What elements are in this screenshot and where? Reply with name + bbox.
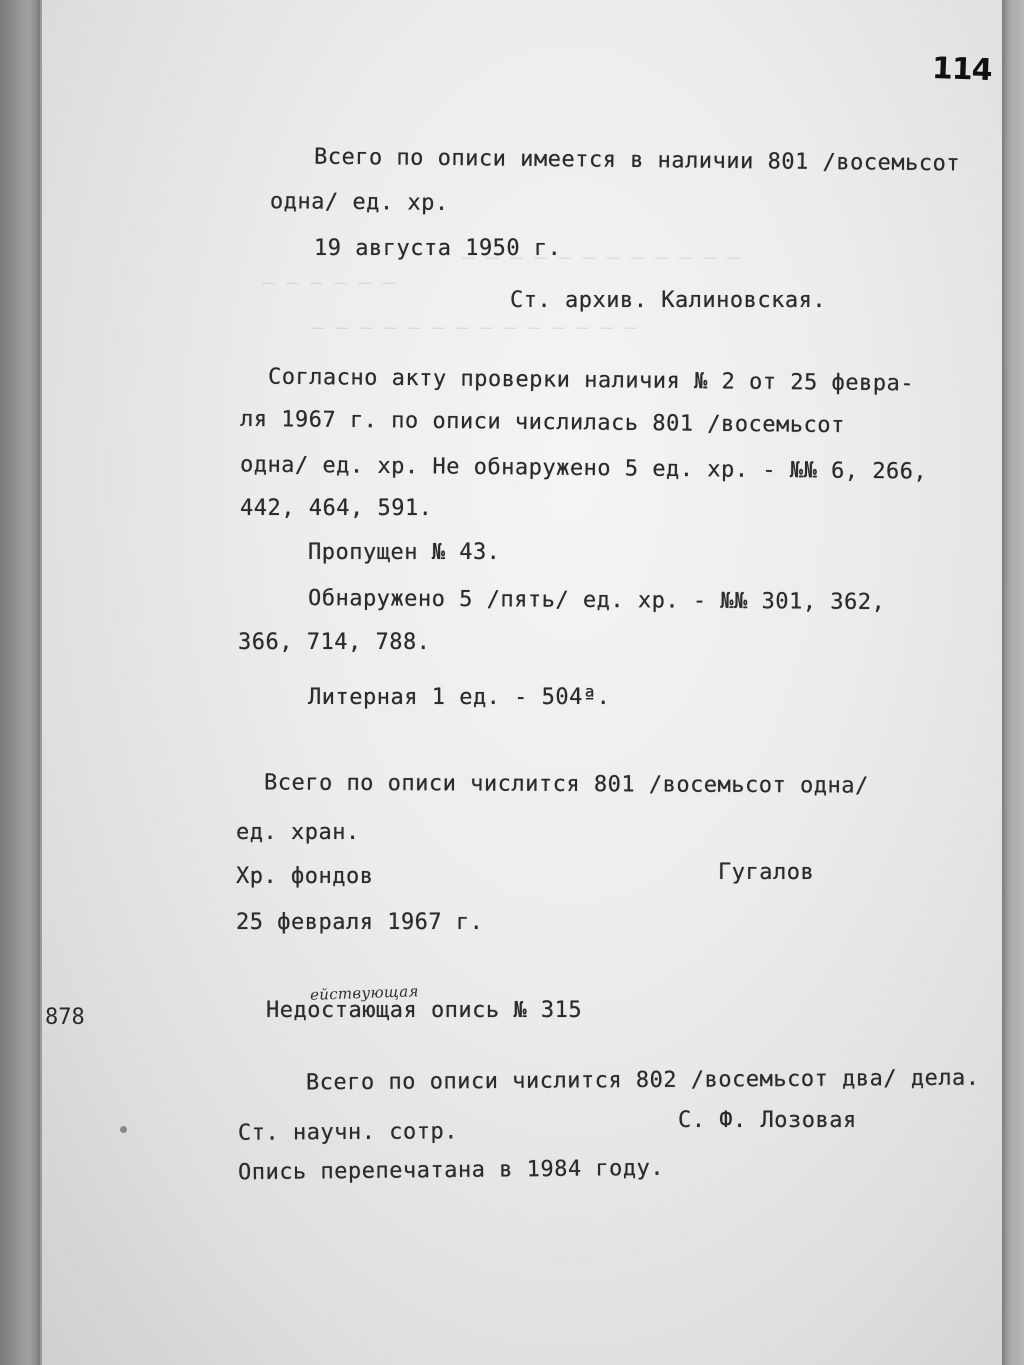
text-line: Пропущен № 43. [308,540,501,565]
bleed-through-mark: — — — — — — [262,270,395,294]
date-line: 19 августа 1950 г. [314,236,562,261]
paper-speck [120,1126,127,1133]
text-line: ед. хран. [236,820,360,845]
signature-line: Гугалов [718,860,815,885]
text-line: Всего по описи числится 801 /восемьсот одна/ [263,770,869,799]
signature-line: С. Ф. Лозовая [678,1108,857,1133]
text-line: Обнаружено 5 /пять/ ед. хр. - №№ 301, 362, [307,585,886,616]
text-line: Всего по описи числится 802 /восемьсот два/ дела. [305,1065,980,1096]
text-line: 366, 714, 788. [238,630,431,655]
text-line: Опись перепечатана в 1984 году. [237,1155,665,1186]
text-line: Всего по описи имеется в наличии 801 /восемьсот [313,144,961,177]
text-line: Хр. фондов [236,864,374,889]
signature-line: Ст. архив. Калиновская. [510,288,827,313]
text-line: 442, 464, 591. [240,496,433,521]
inventory-title-line: Недостающая опись № 315 [266,998,583,1023]
text-line: Согласно акту проверки наличия № 2 от 25 февра- [267,364,915,397]
bleed-through-mark: — — — — — — — — — — — — — — [312,315,638,339]
text-line: Литерная 1 ед. - 504ª. [308,685,611,710]
text-line: Ст. научн. сотр. [237,1119,459,1146]
bleed-through-mark: — — — — — — — — — — — — [462,245,739,269]
margin-number: 878 [45,1005,85,1030]
text-line: ля 1967 г. по описи числилась 801 /восемьсот [239,406,845,439]
text-line: одна/ ед. хр. Не обнаружено 5 ед. хр. - №№ 6, 266, [239,452,928,485]
date-line: 25 февраля 1967 г. [236,910,484,935]
text-line: одна/ ед. хр. [269,189,449,216]
handwritten-correction: ействующая [309,982,419,1004]
page-number: 114 [931,50,993,89]
